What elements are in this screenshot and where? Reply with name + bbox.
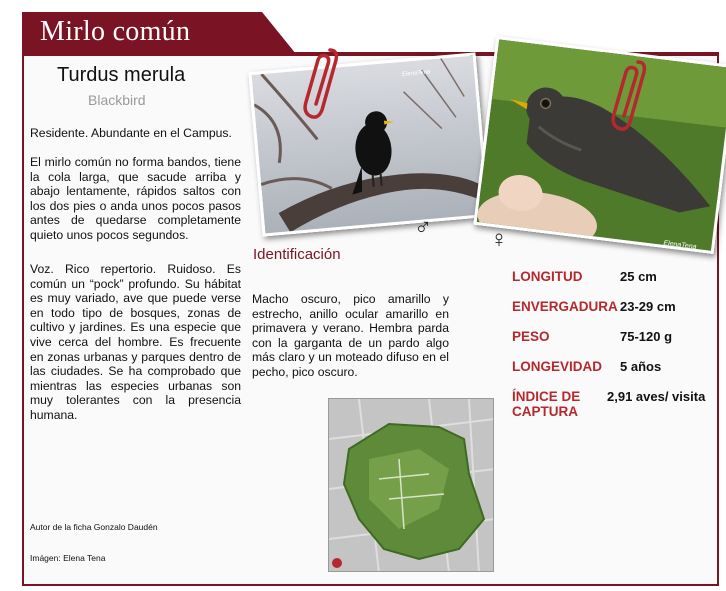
stat-value-weight: 75-120 g — [620, 329, 673, 344]
paper-clip-icon — [608, 58, 648, 132]
stat-label-wingspan: ENVERGADURA — [512, 299, 618, 314]
stat-value-longevity: 5 años — [620, 359, 662, 374]
stat-label-weight: PESO — [512, 329, 550, 344]
stat-label-capture-index: ÍNDICE DE CAPTURA — [512, 389, 581, 419]
stat-label-longevity: LONGEVIDAD — [512, 359, 603, 374]
stat-value-length: 25 cm — [620, 269, 657, 284]
photo-credit-1: ElenaTena — [401, 69, 431, 78]
page-title: Mirlo común — [40, 16, 191, 47]
stat-value-wingspan: 23-29 cm — [620, 299, 676, 314]
identification-title: Identificación — [253, 246, 341, 263]
voice-habitat-paragraph: Voz. Rico repertorio. Ruidoso. Es común un “pock” profundo. Su hábitat es muy variado, ave que puede verse en todo tipo de bosques, zonas de cultivo y jardines. Es una especie que vive cerca del hombre. Es frecuente en zonas urbanas y parques dentro de las ciudades. Se ha comprobado que mientras las especies urbanas son muy tolerantes con la presencia humana. — [30, 262, 241, 422]
paper-clip-icon — [300, 46, 340, 120]
female-blackbird-photo — [473, 36, 726, 254]
campus-map — [328, 398, 494, 572]
male-symbol-icon: ♂ — [414, 214, 432, 241]
stat-value-capture-index: 2,91 aves/ visita — [607, 389, 706, 404]
scientific-name: Turdus merula — [57, 64, 186, 86]
status-paragraph: Residente. Abundante en el Campus. — [30, 126, 232, 140]
behavior-paragraph: El mirlo común no forma bandos, tiene la cola larga, que sacude arriba y abajo lentamente, rápidos saltos con los dos pies o anda unos pocos pasos antes de quedarse completamente quieto unos pocos segundos. — [30, 155, 241, 242]
male-blackbird-photo — [248, 52, 490, 236]
female-symbol-icon: ♀ — [490, 226, 508, 253]
image-credit: Imágen: Elena Tena — [30, 553, 106, 563]
author-credit: Autor de la ficha Gonzalo Daudén — [30, 522, 158, 532]
english-name: Blackbird — [88, 92, 146, 108]
photo-credit-2: ElenaTena — [663, 239, 697, 251]
stat-label-length: LONGITUD — [512, 269, 583, 284]
identification-text: Macho oscuro, pico amarillo y estrecho, anillo ocular amarillo en primavera y verano. Hembra parda con la garganta de un pardo algo más claro y un moteado difuso en el pecho, pico oscuro. — [252, 292, 449, 379]
